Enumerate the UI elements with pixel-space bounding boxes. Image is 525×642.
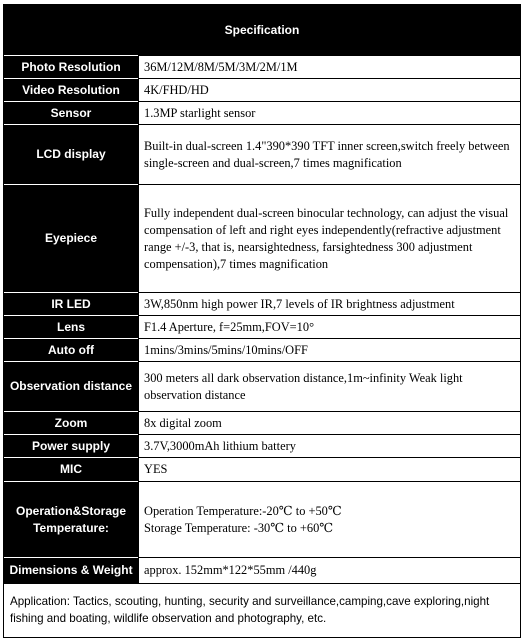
specification-header — [4, 5, 520, 55]
spec-value: 1.3MP starlight sensor — [138, 101, 520, 124]
application-section — [4, 583, 520, 637]
spec-row-photo-resolution — [4, 55, 520, 78]
spec-value — [138, 481, 520, 557]
spec-value: 36M/12M/8M/5M/3M/2M/1M — [138, 55, 520, 78]
spec-label: Power supply — [4, 434, 138, 457]
spec-label: Eyepiece — [4, 184, 138, 292]
spec-label: Auto off — [4, 338, 138, 361]
spec-row-dimensions-weight — [4, 557, 520, 583]
spec-row-lcd-display — [4, 124, 520, 184]
spec-row-sensor — [4, 101, 520, 124]
application-label: Application: — [10, 595, 70, 608]
spec-label: Photo Resolution — [4, 55, 138, 78]
spec-value: 1mins/3mins/5mins/10mins/OFF — [138, 338, 520, 361]
spec-value: 4K/FHD/HD — [138, 78, 520, 101]
storage-temperature-text: Storage Temperature: -30℃ to +60℃ — [144, 520, 334, 535]
spec-row-lens — [4, 315, 520, 338]
spec-row-video-resolution — [4, 78, 520, 101]
spec-row-power-supply — [4, 434, 520, 457]
spec-value: 3W,850nm high power IR,7 levels of IR brightness adjustment — [138, 292, 520, 315]
spec-row-eyepiece — [4, 184, 520, 292]
spec-value: F1.4 Aperture, f=25mm,FOV=10° — [138, 315, 520, 338]
spec-label: LCD display — [4, 124, 138, 184]
spec-row-auto-off — [4, 338, 520, 361]
spec-label: MIC — [4, 457, 138, 481]
spec-label: Lens — [4, 315, 138, 338]
spec-value: Fully independent dual-screen binocular technology, can adjust the visual compensation of left and right eyes independently(refractive adjustment range +/-3, that is, nearsightedness, farsightedness 300 adjustment compensation),7 times magnification — [138, 184, 520, 292]
spec-row-zoom — [4, 411, 520, 434]
operation-temperature-text: Operation Temperature:-20℃ to +50℃ — [144, 503, 342, 518]
spec-value: approx. 152mm*122*55mm /440g — [138, 557, 520, 583]
spec-value: YES — [138, 457, 520, 481]
spec-label: IR LED — [4, 292, 138, 315]
spec-label: Dimensions & Weight — [4, 557, 138, 583]
application-text: Tactics, scouting, hunting, security and surveillance,camping,cave exploring,night fishing and boating, wildlife observation and photography, etc. — [10, 595, 490, 625]
spec-label: Operation&Storage Temperature: — [4, 481, 138, 557]
specification-sheet — [3, 4, 521, 638]
spec-label: Zoom — [4, 411, 138, 434]
spec-value: Built-in dual-screen 1.4"390*390 TFT inner screen,switch freely between single-screen and dual-screen,7 times magnification — [138, 124, 520, 184]
spec-row-ir-led — [4, 292, 520, 315]
spec-row-operation-storage-temperature — [4, 481, 520, 557]
spec-value: 8x digital zoom — [138, 411, 520, 434]
spec-row-observation-distance — [4, 361, 520, 411]
spec-row-mic — [4, 457, 520, 481]
specification-title: Specification — [224, 23, 300, 37]
spec-value: 300 meters all dark observation distance,1m~infinity Weak light observation distance — [138, 361, 520, 411]
spec-label: Video Resolution — [4, 78, 138, 101]
spec-label: Sensor — [4, 101, 138, 124]
spec-label: Observation distance — [4, 361, 138, 411]
spec-value: 3.7V,3000mAh lithium battery — [138, 434, 520, 457]
